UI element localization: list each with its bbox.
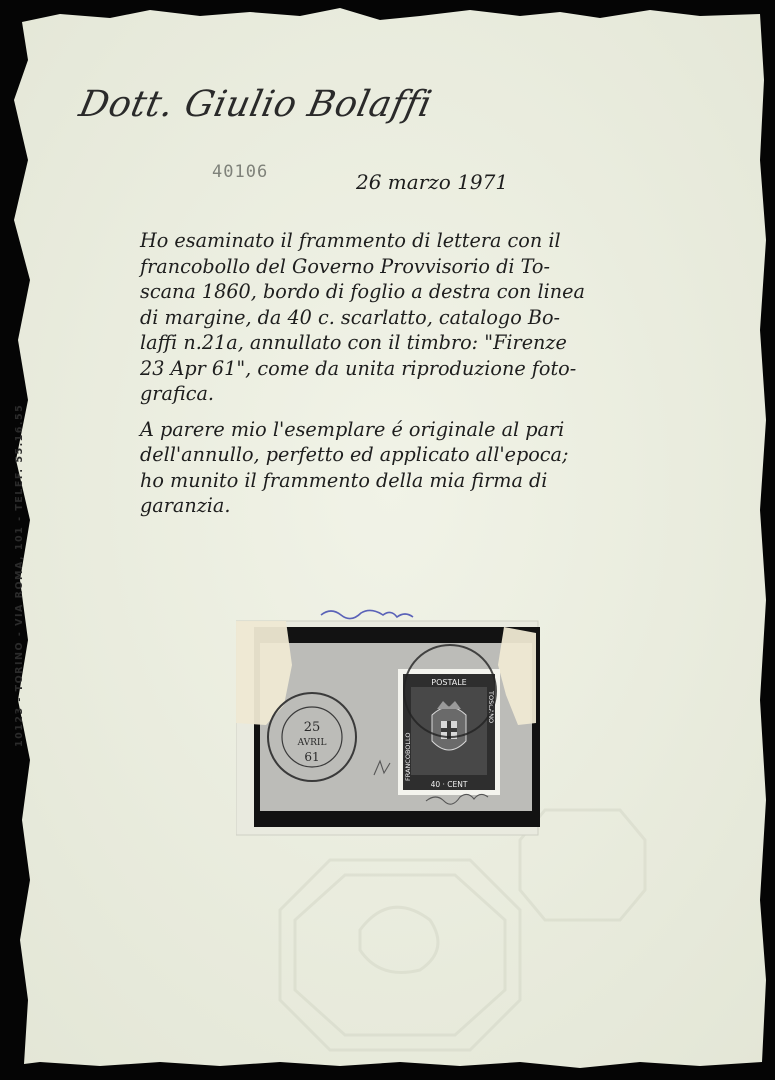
text-line: grafica.	[140, 382, 214, 405]
text-line: di margine, da 40 c. scarlatto, catalogo Bo-	[140, 305, 560, 329]
postmark-month: AVRIL	[297, 738, 327, 748]
stamp-top-text: POSTALE	[431, 678, 467, 687]
text-line: Ho esaminato il frammento di lettera con il	[140, 229, 561, 252]
stamp-photograph	[236, 605, 542, 837]
stamp-photo-image	[236, 605, 542, 837]
paragraph-opinion	[140, 417, 670, 519]
text-line: francobollo del Governo Provvisorio di To-	[140, 254, 550, 278]
text-line: scana 1860, bordo di foglio a destra con linea	[140, 280, 585, 303]
side-address: 10123 - TORINO - VIA ROMA, 101 - TELEF. 55.16.55	[14, 403, 25, 747]
signature: Dott. Giulio Bolaffi	[75, 84, 436, 125]
stamp-40-cent	[398, 669, 500, 795]
postmark-year: 61	[304, 750, 320, 764]
paragraph-examination	[140, 228, 670, 407]
text-line: garanzia.	[140, 494, 231, 517]
text-line: 23 Apr 61", come da unita riproduzione foto-	[140, 356, 577, 380]
stamp-left-text: FRANCOBOLLO	[404, 732, 412, 781]
text-line: A parere mio l'esemplare é originale al pari	[140, 417, 565, 441]
stamp-right-text: TOSCANO	[487, 691, 495, 724]
certificate-number: 40106	[212, 162, 269, 182]
text-line: dell'annullo, perfetto ed applicato all'epoca;	[140, 443, 569, 466]
text-line: ho munito il frammento della mia firma di	[140, 468, 548, 492]
certificate-body	[140, 228, 670, 519]
certificate-date: 26 marzo 1971	[356, 170, 509, 194]
postmark-day: 25	[303, 720, 321, 735]
text-line: laffi n.21a, annullato con il timbro: "Firenze	[140, 331, 567, 354]
stamp-value-text: 40 · CENT	[430, 780, 468, 789]
